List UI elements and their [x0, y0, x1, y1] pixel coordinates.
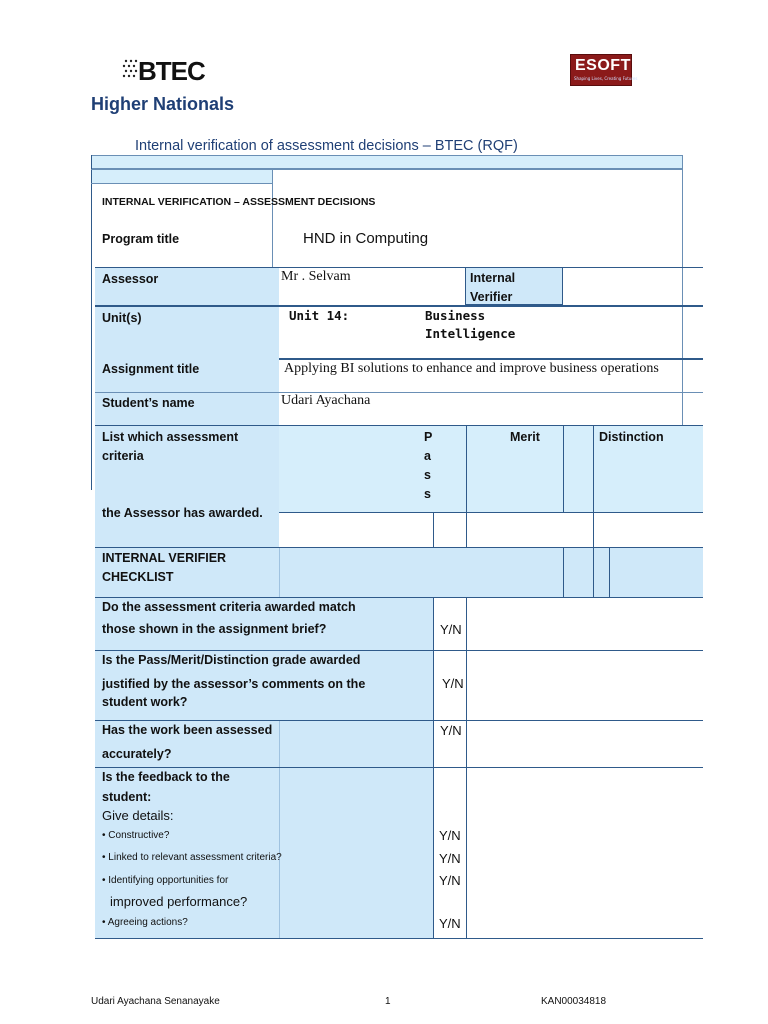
q2-line3: student work? — [102, 695, 188, 709]
row-line-awarded — [279, 512, 703, 513]
assignment-title-label: Assignment title — [102, 362, 200, 376]
distinction-label: Distinction — [599, 430, 664, 444]
q4-item-agreeing-answer: Y/N — [439, 916, 461, 931]
unit-name-line1: Business — [425, 308, 486, 323]
pass-letter-s2: s — [424, 487, 431, 501]
pass-letter-p: P — [424, 430, 433, 444]
criteria-divider-3 — [593, 426, 594, 547]
row-line-end — [95, 938, 703, 939]
q1-line1: Do the assessment criteria awarded match — [102, 600, 356, 614]
program-title-value: HND in Computing — [303, 230, 429, 247]
unit-name-line2: Intelligence — [425, 326, 516, 341]
q2-line1: Is the Pass/Merit/Distinction grade awarded — [102, 653, 361, 667]
esoft-tagline: Shaping Lives, Creating Futures — [574, 76, 638, 81]
table-top-left-strip — [91, 169, 273, 183]
checklist-title-line2: CHECKLIST — [102, 570, 174, 584]
question-inner-divider — [279, 721, 280, 938]
q4-item-linked: • Linked to relevant assessment criteria? — [102, 852, 282, 863]
checklist-divider-a — [279, 548, 280, 597]
q4-give-details: Give details: — [102, 808, 174, 823]
banner-line-2 — [91, 183, 273, 184]
unit-number: Unit 14: — [289, 308, 350, 323]
units-label: Unit(s) — [102, 311, 142, 325]
criteria-divider-4 — [433, 512, 434, 547]
program-title-label: Program title — [102, 232, 180, 246]
footer-student-name: Udari Ayachana Senanayake — [91, 996, 220, 1007]
yn-divider-right — [466, 598, 467, 938]
q3-line2: accurately? — [102, 747, 172, 761]
student-name-label: Student’s name — [102, 396, 195, 410]
higher-nationals-heading: Higher Nationals — [91, 94, 235, 114]
row-line-assessor — [95, 267, 703, 268]
internal-verifier-label: Internal Verifier — [470, 271, 516, 304]
q1-answer: Y/N — [440, 622, 462, 637]
table-left-border — [91, 155, 92, 490]
esoft-logo-text: ESOFT — [575, 57, 631, 74]
row-line-assignment — [279, 358, 703, 360]
q4-item-identifying-answer: Y/N — [439, 873, 461, 888]
footer-page-number: 1 — [385, 996, 391, 1007]
q4-item-constructive-answer: Y/N — [439, 828, 461, 843]
q4-item-identifying: • Identifying opportunities for — [102, 875, 229, 886]
pass-letter-s1: s — [424, 468, 431, 482]
footer-student-id: KAN00034818 — [541, 996, 607, 1007]
q4-item-agreeing: • Agreeing actions? — [102, 917, 188, 928]
merit-label: Merit — [510, 430, 540, 444]
q3-answer: Y/N — [440, 723, 462, 738]
pass-letter-a: a — [424, 449, 431, 463]
q3-line1: Has the work been assessed — [102, 723, 273, 737]
checklist-divider-d — [609, 548, 610, 597]
section-title: INTERNAL VERIFICATION – ASSESSMENT DECISIONS — [102, 196, 376, 208]
btec-logo-text: BTEC — [138, 56, 205, 86]
q4-improved-performance: improved performance? — [110, 894, 248, 909]
yn-divider-left — [433, 598, 434, 938]
q4-line1: Is the feedback to the — [102, 770, 230, 784]
criteria-divider-1 — [466, 426, 467, 547]
esoft-logo — [570, 54, 638, 86]
student-name-value: Udari Ayachana — [281, 393, 371, 408]
table-top-strip — [91, 155, 683, 169]
criteria-label-line3: the Assessor has awarded. — [102, 506, 263, 520]
table-right-border — [682, 155, 683, 425]
btec-logo — [122, 54, 205, 90]
q4-item-linked-answer: Y/N — [439, 851, 461, 866]
banner-line — [91, 169, 683, 170]
checklist-title-line1: INTERNAL VERIFIER — [102, 551, 227, 565]
criteria-label-line1: List which assessment — [102, 430, 239, 444]
assessor-value: Mr . Selvam — [281, 269, 351, 284]
q2-line2: justified by the assessor’s comments on the — [102, 677, 366, 691]
q4-item-constructive: • Constructive? — [102, 830, 170, 841]
criteria-label-line2: criteria — [102, 449, 144, 463]
q2-answer: Y/N — [442, 676, 464, 691]
checklist-divider-b — [563, 548, 564, 597]
checklist-divider-c — [593, 548, 594, 597]
q1-line2: those shown in the assignment brief? — [102, 622, 327, 636]
q4-line2: student: — [102, 790, 152, 804]
assignment-title-value: Applying BI solutions to enhance and improve business operations — [284, 361, 659, 376]
assessor-label: Assessor — [102, 272, 159, 286]
document-subtitle: Internal verification of assessment decisions – BTEC (RQF) — [135, 138, 518, 154]
criteria-divider-2 — [563, 426, 564, 512]
